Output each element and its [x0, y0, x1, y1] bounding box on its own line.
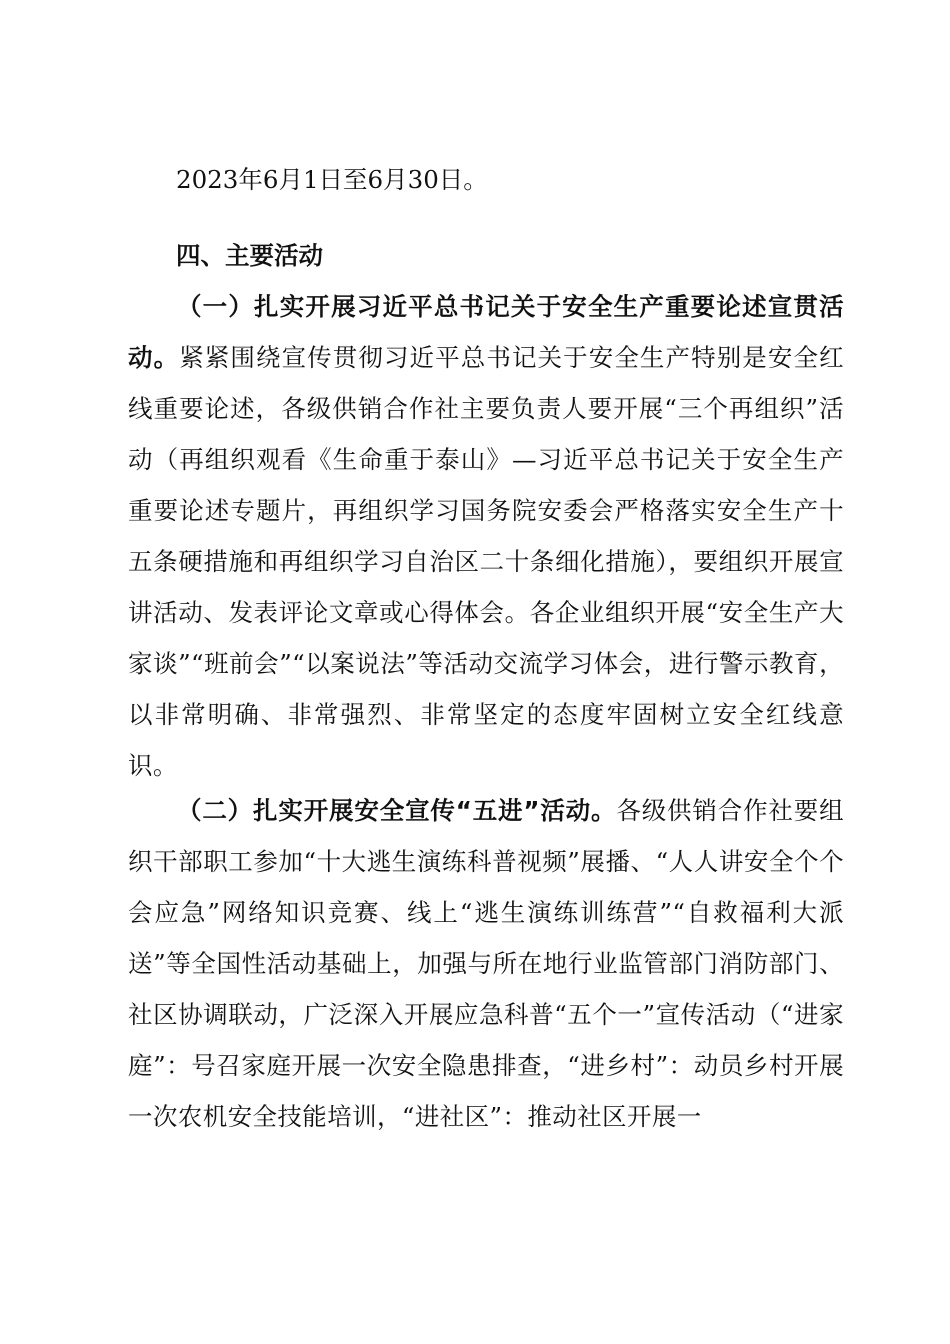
item-2-heading: （二）扎实开展安全宣传“五进”活动。 — [177, 796, 617, 825]
item-1-heading: （一）扎实开展习近平总书记关于安全生产重要论述宣贯活动。 — [128, 292, 844, 372]
activity-date-range: 2023年6月1日至6月30日。 — [176, 165, 488, 194]
item-2-body: 各级供销合作社要组织干部职工参加“十大逃生演练科普视频”展播、“人人讲安全个个会应急”网络知识竞赛、线上“逃生演练训练营”“自救福利大派送”等全国性活动基础上，加强与所在地行业监管部门消防部门、社区协调联动，广泛深入开展应急科普“五个一”宣传活动（“进家庭”：号召家庭开展一次安全隐患排查，“进乡村”：动员乡村开展一次农机安全技能培训，“进社区”：推动社区开展一 — [128, 796, 844, 1131]
paragraph-item-1 — [128, 281, 844, 791]
section-heading-main-activities: 四、主要活动 — [176, 241, 323, 270]
item-1-body: 紧紧围绕宣传贯彻习近平总书记关于安全生产特别是安全红线重要论述，各级供销合作社主要负责人要开展“三个再组织”活动（再组织观看《生命重于泰山》—习近平总书记关于安全生产重要论述专题片，再组织学习国务院安委会严格落实安全生产十五条硬措施和再组织学习自治区二十条细化措施），要组织开展宣讲活动、发表评论文章或心得体会。各企业组织开展“安全生产大家谈”“班前会”“以案说法”等活动交流学习体会，进行警示教育，以非常明确、非常强烈、非常坚定的态度牢固树立安全红线意识。 — [128, 343, 844, 780]
paragraph-item-2 — [128, 785, 844, 1142]
